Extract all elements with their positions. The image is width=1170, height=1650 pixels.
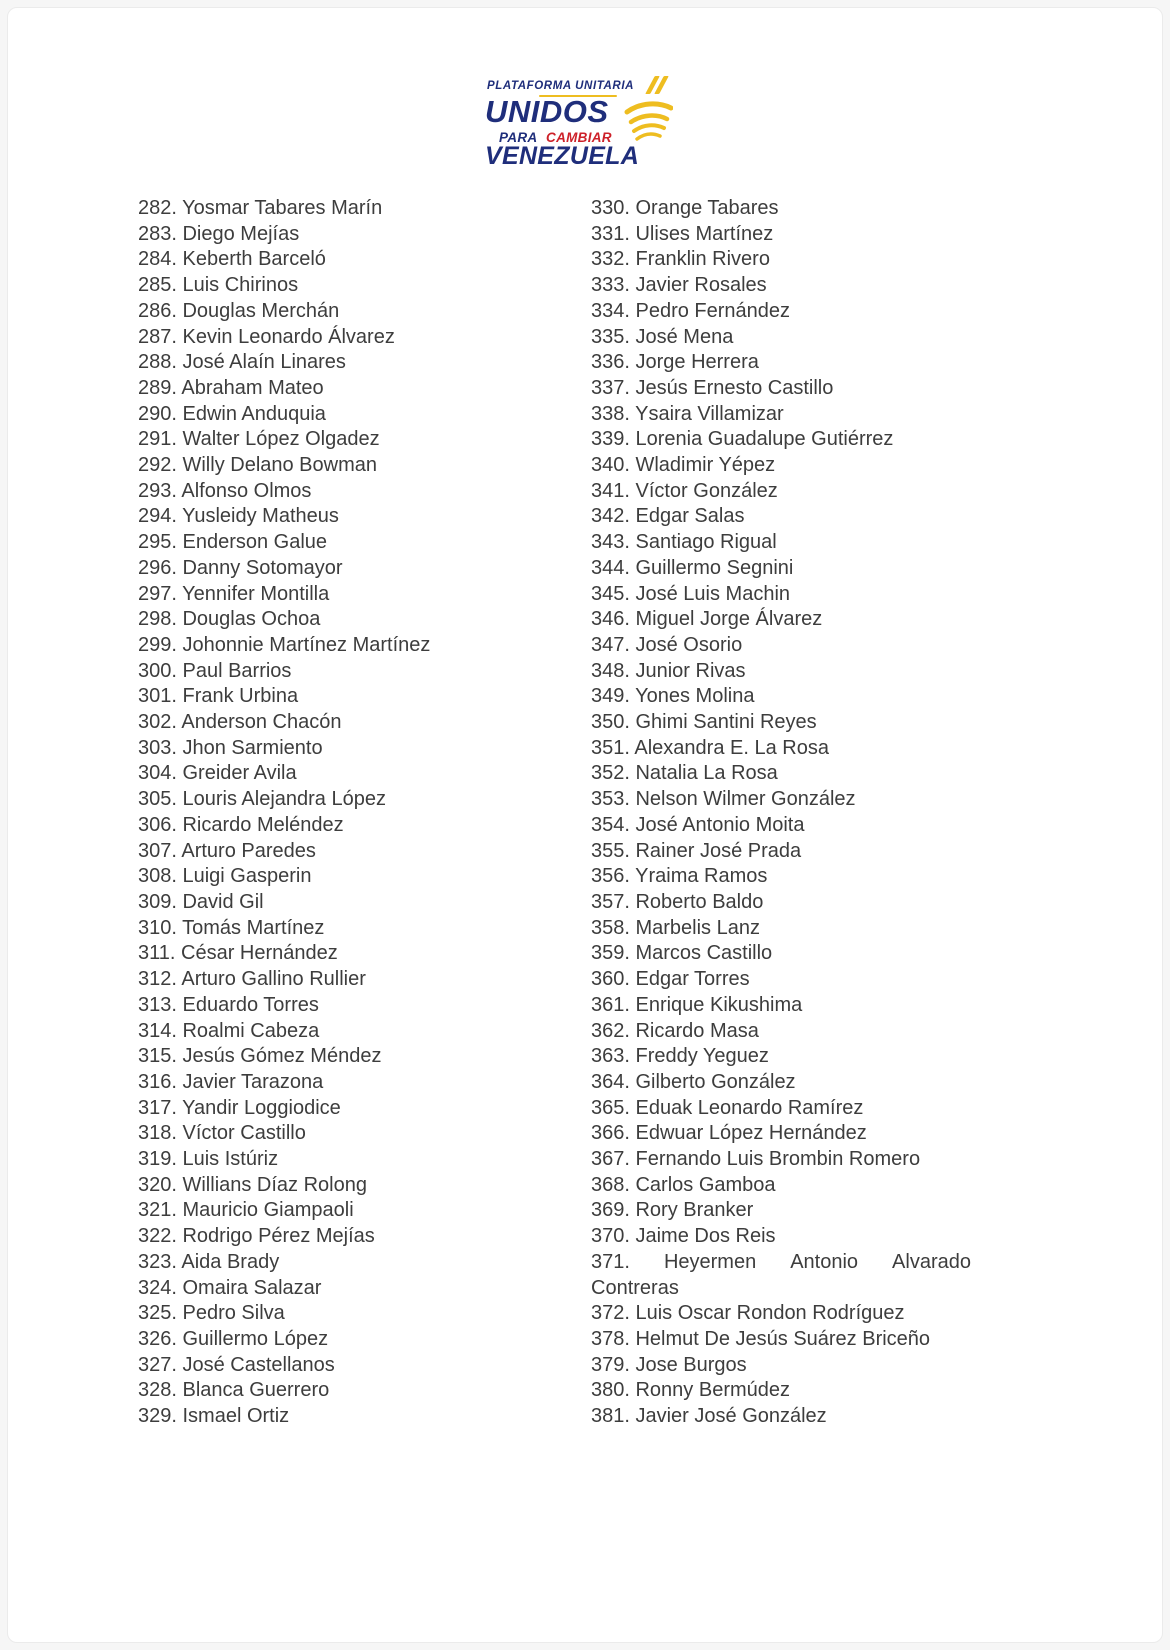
list-item: 326. Guillermo López: [138, 1327, 329, 1350]
list-item: 348. Junior Rivas: [591, 659, 746, 682]
list-item: 292. Willy Delano Bowman: [138, 454, 377, 477]
list-item: 372. Luis Oscar Rondon Rodríguez: [591, 1302, 905, 1325]
list-item: 282. Yosmar Tabares Marín: [138, 197, 383, 219]
list-item: 353. Nelson Wilmer González: [591, 788, 856, 811]
logo-venezuela-text: VENEZUELA: [485, 142, 640, 170]
list-item: 287. Kevin Leonardo Álvarez: [138, 325, 395, 348]
list-item: 347. José Osorio: [591, 633, 743, 656]
logo-cambiar-text: CAMBIAR: [546, 130, 612, 145]
list-item: 293. Alfonso Olmos: [138, 479, 312, 502]
list-item: 310. Tomás Martínez: [138, 916, 325, 939]
list-item: 340. Wladimir Yépez: [591, 454, 776, 477]
logo-swoosh-icon: [621, 100, 673, 146]
list-item: 318. Víctor Castillo: [138, 1122, 306, 1145]
logo-unidos-text: UNIDOS: [485, 94, 609, 129]
list-item: 322. Rodrigo Pérez Mejías: [138, 1225, 375, 1248]
list-item: 364. Gilberto González: [591, 1070, 796, 1093]
list-item: 361. Enrique Kikushima: [591, 993, 803, 1016]
list-item: 315. Jesús Gómez Méndez: [138, 1045, 382, 1068]
list-item: 359. Marcos Castillo: [591, 942, 773, 965]
list-item: 346. Miguel Jorge Álvarez: [591, 608, 823, 631]
list-item: 370. Jaime Dos Reis: [591, 1225, 776, 1248]
list-item: 352. Natalia La Rosa: [591, 762, 778, 785]
list-item: 305. Louris Alejandra López: [138, 788, 386, 811]
list-item: 309. David Gil: [138, 890, 264, 913]
list-item: 314. Roalmi Cabeza: [138, 1019, 320, 1042]
document-page: [7, 7, 1163, 1643]
list-item: 324. Omaira Salazar: [138, 1276, 322, 1299]
list-item: 334. Pedro Fernández: [591, 299, 791, 322]
list-item: 285. Luis Chirinos: [138, 274, 299, 297]
logo-slashes-icon: [644, 76, 674, 96]
list-item: 367. Fernando Luis Brombin Romero: [591, 1148, 921, 1171]
list-item: 299. Johonnie Martínez Martínez: [138, 633, 431, 656]
list-item: 362. Ricardo Masa: [591, 1019, 759, 1042]
list-item: 312. Arturo Gallino Rullier: [138, 968, 366, 991]
list-item: 341. Víctor González: [591, 479, 778, 502]
list-item: 349. Yones Molina: [591, 685, 755, 708]
list-item: 327. José Castellanos: [138, 1353, 335, 1376]
list-item: 331. Ulises Martínez: [591, 222, 774, 245]
logo-plataforma-unitaria-text: PLATAFORMA UNITARIA: [487, 80, 635, 92]
name-list-right-column: [591, 196, 971, 1430]
list-item: 357. Roberto Baldo: [591, 890, 764, 913]
list-item: 306. Ricardo Meléndez: [138, 813, 344, 836]
list-item: 345. José Luis Machin: [591, 582, 791, 605]
list-item: 339. Lorenia Guadalupe Gutiérrez: [591, 428, 894, 451]
list-item: 289. Abraham Mateo: [138, 376, 324, 399]
list-item: 355. Rainer José Prada: [591, 839, 802, 862]
list-item: 291. Walter López Olgadez: [138, 428, 380, 451]
list-item: 343. Santiago Rigual: [591, 531, 777, 554]
list-item: 380. Ronny Bermúdez: [591, 1379, 791, 1402]
list-item: 295. Enderson Galue: [138, 531, 328, 554]
list-item: 336. Jorge Herrera: [591, 351, 759, 374]
list-item: 368. Carlos Gamboa: [591, 1173, 776, 1196]
list-item: 307. Arturo Paredes: [138, 839, 316, 862]
list-item: 313. Eduardo Torres: [138, 993, 319, 1016]
list-item: 284. Keberth Barceló: [138, 248, 326, 271]
list-item: 350. Ghimi Santini Reyes: [591, 711, 817, 734]
list-item: 356. Yraima Ramos: [591, 865, 768, 888]
list-item: 371. Heyermen Antonio Alvarado Contreras: [591, 1250, 971, 1299]
list-item: 351. Alexandra E. La Rosa: [591, 736, 829, 759]
list-item: 316. Javier Tarazona: [138, 1070, 324, 1093]
list-item: 369. Rory Branker: [591, 1199, 754, 1222]
list-item: 296. Danny Sotomayor: [138, 556, 343, 579]
list-item: 366. Edwuar López Hernández: [591, 1122, 867, 1145]
list-item: 328. Blanca Guerrero: [138, 1379, 330, 1402]
list-item: 325. Pedro Silva: [138, 1302, 285, 1325]
list-item: 333. Javier Rosales: [591, 274, 767, 297]
list-item: 330. Orange Tabares: [591, 197, 779, 219]
list-item: 332. Franklin Rivero: [591, 248, 770, 271]
plataforma-unitaria-logo: [481, 74, 701, 174]
list-item: 286. Douglas Merchán: [138, 299, 340, 322]
list-item: 297. Yennifer Montilla: [138, 582, 330, 605]
list-item: 311. César Hernández: [138, 942, 338, 965]
list-item: 320. Willians Díaz Rolong: [138, 1173, 367, 1196]
list-item: 304. Greider Avila: [138, 762, 297, 785]
list-item: 329. Ismael Ortiz: [138, 1405, 290, 1428]
list-item: 300. Paul Barrios: [138, 659, 292, 682]
list-item: 319. Luis Istúriz: [138, 1148, 279, 1171]
list-item: 308. Luigi Gasperin: [138, 865, 312, 888]
logo-para-text: PARA: [499, 130, 537, 145]
list-item: 302. Anderson Chacón: [138, 711, 342, 734]
list-item: 354. José Antonio Moita: [591, 813, 805, 836]
list-item: 301. Frank Urbina: [138, 685, 299, 708]
list-item: 338. Ysaira Villamizar: [591, 402, 784, 425]
list-item: 290. Edwin Anduquia: [138, 402, 326, 425]
list-item: 365. Eduak Leonardo Ramírez: [591, 1096, 864, 1119]
list-item: 379. Jose Burgos: [591, 1353, 747, 1376]
name-list-left-column: [138, 196, 510, 1430]
list-item: 337. Jesús Ernesto Castillo: [591, 376, 834, 399]
list-item: 317. Yandir Loggiodice: [138, 1096, 341, 1119]
list-item: 360. Edgar Torres: [591, 968, 750, 991]
list-item: 298. Douglas Ochoa: [138, 608, 321, 631]
list-item: 294. Yusleidy Matheus: [138, 505, 339, 528]
list-item: 335. José Mena: [591, 325, 734, 348]
list-item: 378. Helmut De Jesús Suárez Briceño: [591, 1327, 931, 1350]
list-item: 323. Aida Brady: [138, 1250, 280, 1273]
list-item: 321. Mauricio Giampaoli: [138, 1199, 354, 1222]
list-item: 303. Jhon Sarmiento: [138, 736, 323, 759]
list-item: 342. Edgar Salas: [591, 505, 745, 528]
list-item: 358. Marbelis Lanz: [591, 916, 760, 939]
list-item: 283. Diego Mejías: [138, 222, 300, 245]
list-item: 288. José Alaín Linares: [138, 351, 346, 374]
list-item: 363. Freddy Yeguez: [591, 1045, 769, 1068]
list-item: 344. Guillermo Segnini: [591, 556, 794, 579]
list-item: 381. Javier José González: [591, 1405, 827, 1428]
